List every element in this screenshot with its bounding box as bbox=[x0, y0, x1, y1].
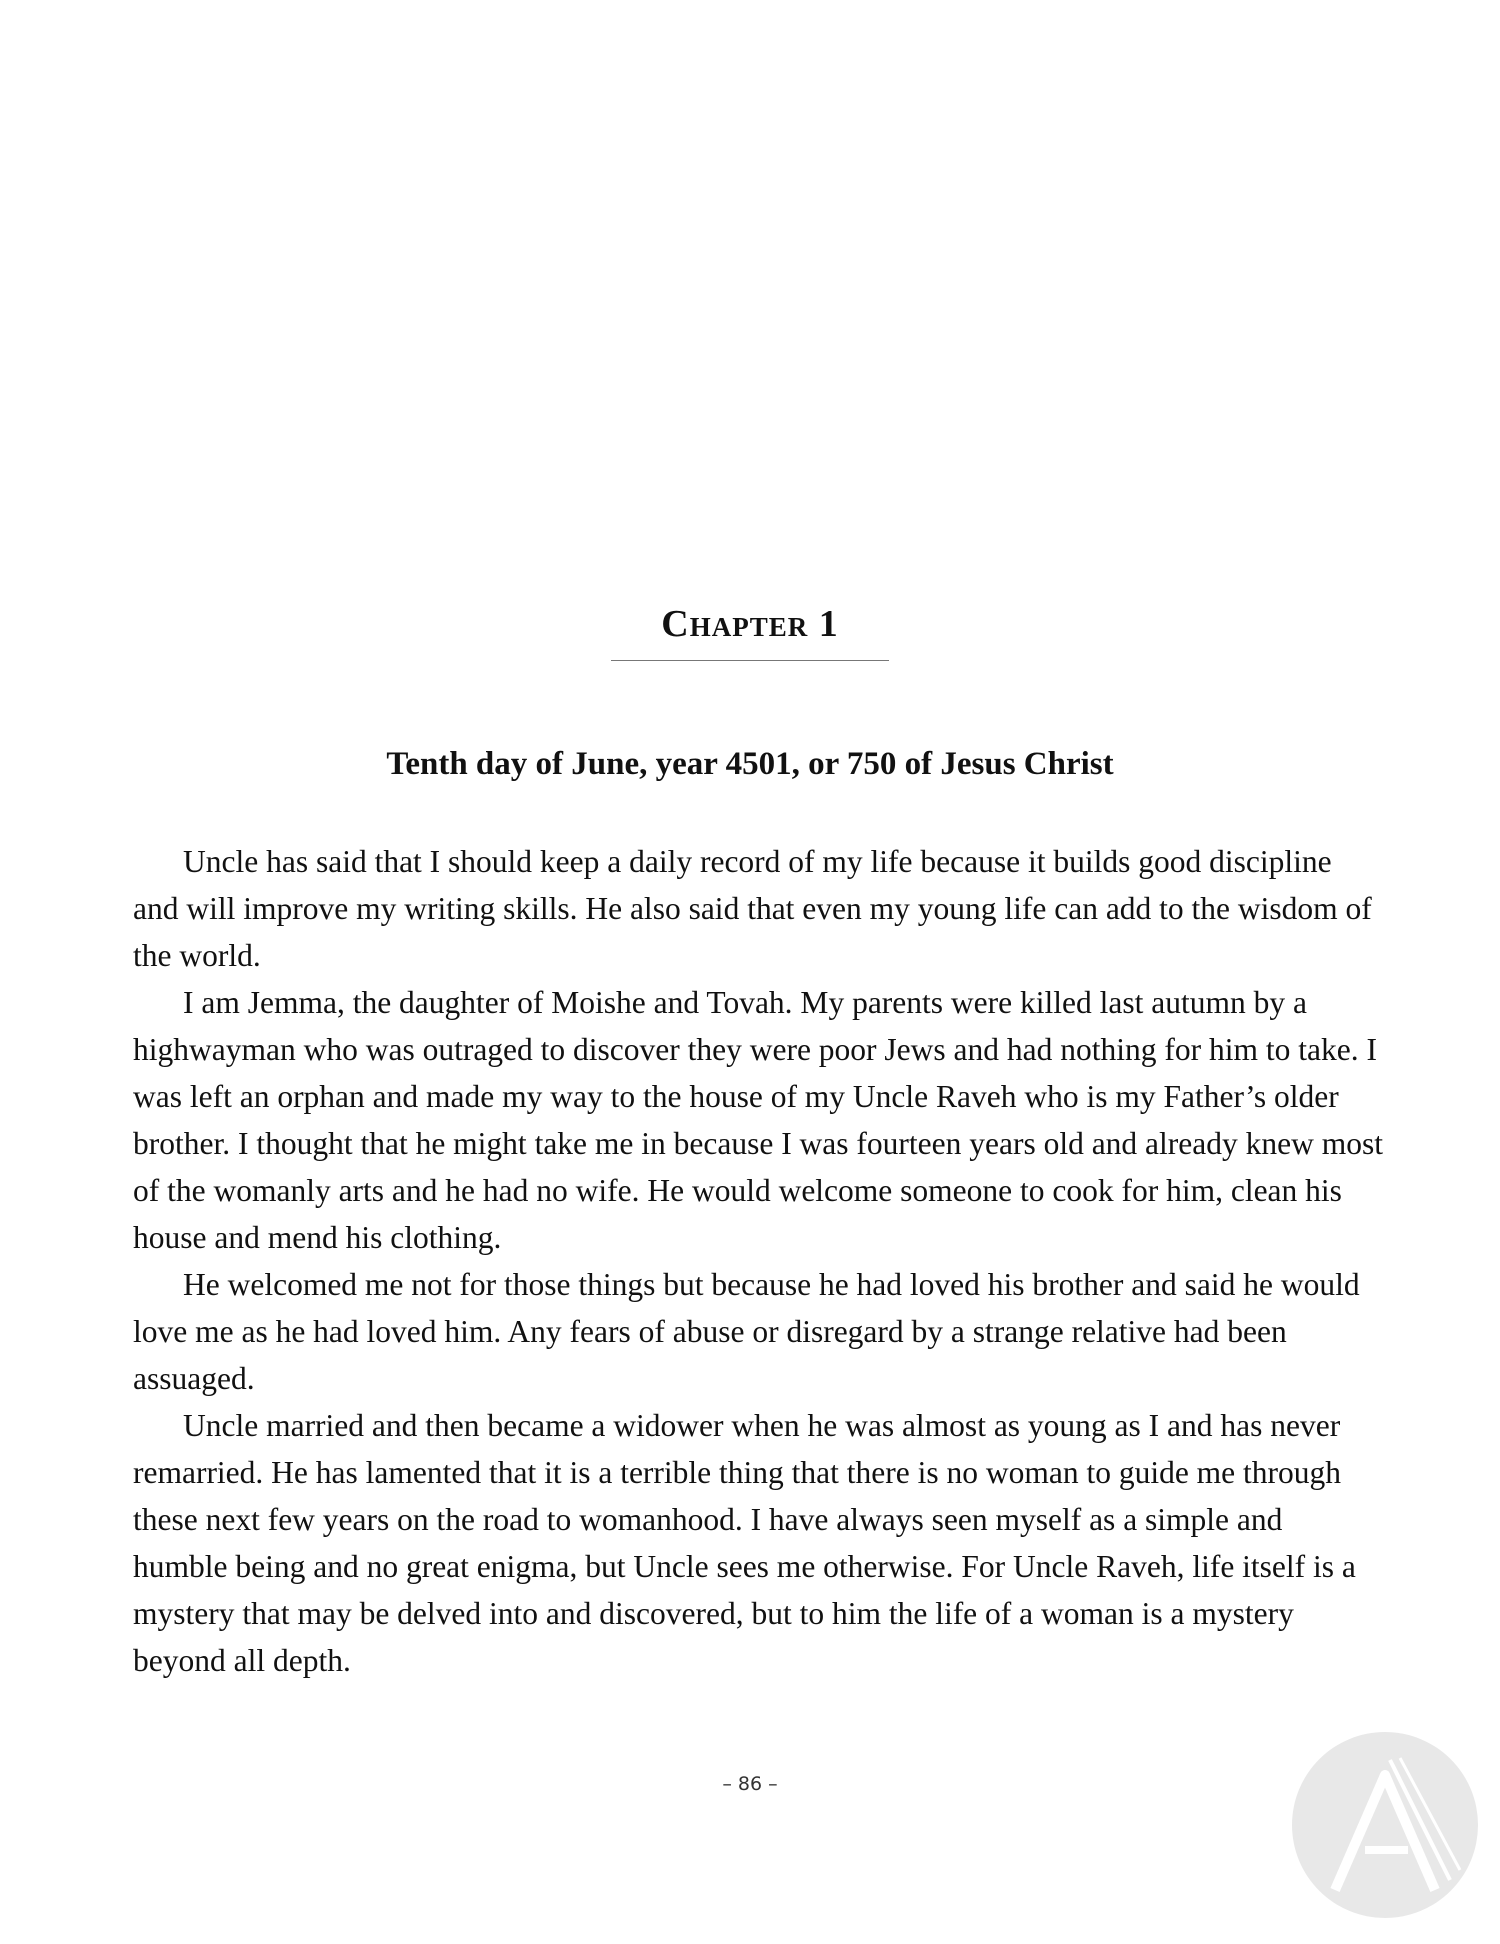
body-text bbox=[133, 838, 1383, 1684]
page-number: – 86 – bbox=[722, 1773, 778, 1795]
paragraph: I am Jemma, the daughter of Moishe and Tovah. My parents were killed last autumn by a highwayman who was outraged to discover they were poor Jews and had nothing for him to take. I was left an orphan and made my way to the house of my Uncle Raveh who is my Father’s older brother. I thought that he might take me in because I was fourteen years old and already knew most of the womanly arts and he had no wife. He would welcome someone to cook for him, clean his house and mend his clothing. bbox=[133, 985, 1383, 1255]
paragraph: He welcomed me not for those things but because he had loved his brother and said he would love me as he had loved him. Any fears of abuse or disregard by a strange relative had been assuaged. bbox=[133, 1267, 1360, 1396]
paragraph: Uncle married and then became a widower when he was almost as young as I and has never remarried. He has lamented that it is a terrible thing that there is no woman to guide me through these next few years on the road to womanhood. I have always seen myself as a simple and humble being and no great enigma, but Uncle sees me otherwise. For Uncle Raveh, life itself is a mystery that may be delved into and discovered, but to him the life of a woman is a mystery beyond all depth. bbox=[133, 1408, 1356, 1678]
paragraph: Uncle has said that I should keep a daily record of my life because it builds good discipline and will improve my writing skills. He also said that even my young life can add to the wisdom of the world. bbox=[133, 844, 1372, 973]
chapter-header bbox=[0, 602, 1500, 661]
chapter-title: Chapter 1 bbox=[611, 602, 889, 661]
publisher-logo-icon bbox=[1290, 1730, 1480, 1920]
entry-heading: Tenth day of June, year 4501, or 750 of Jesus Christ bbox=[386, 746, 1114, 782]
